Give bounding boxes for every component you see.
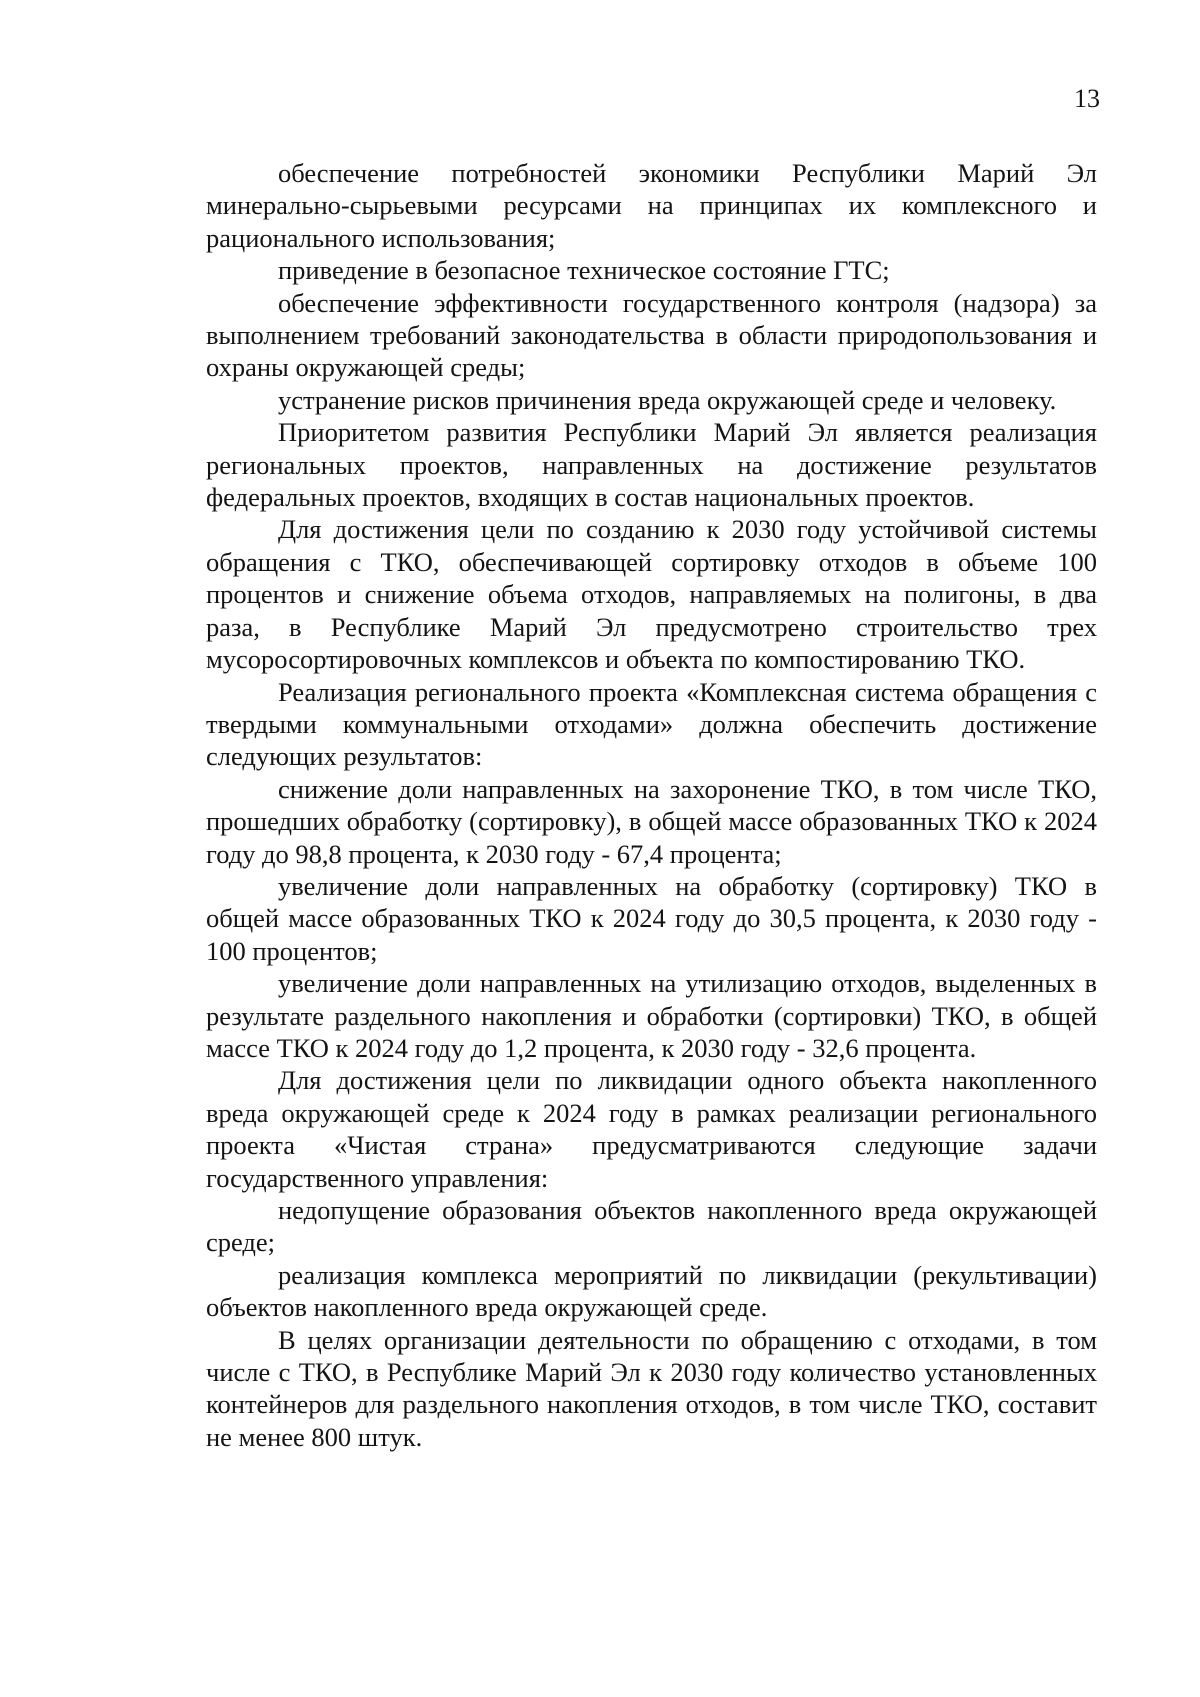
paragraph: увеличение доли направленных на утилизацию отходов, выделенных в результате раздельного накопления и обработки (сортировки) ТКО, в общей массе ТКО к 2024 году до 1,2 процента, к 2030 году - 32,6 процента.: [206, 968, 1097, 1063]
paragraph: приведение в безопасное техническое состояние ГТС;: [278, 255, 890, 286]
paragraph: реализация комплекса мероприятий по ликвидации (рекультивации) объектов накопленного вреда окружающей среде.: [206, 1259, 1097, 1323]
paragraph: недопущение образования объектов накопленного вреда окружающей среде;: [206, 1195, 1097, 1258]
paragraph: обеспечение эффективности государственного контроля (надзора) за выполнением требований законодательства в области природопользования и охраны окружающей среды;: [206, 287, 1097, 383]
page-number: 13: [1074, 84, 1100, 113]
paragraph: Приоритетом развития Республики Марий Эл является реализация региональных проектов, направленных на достижение результатов федеральных проектов, входящих в состав национальных проектов.: [206, 417, 1097, 513]
paragraph: Реализация регионального проекта «Комплексная система обращения с твердыми коммунальными отходами» должна обеспечить достижение следующих результатов:: [206, 676, 1097, 772]
paragraph: снижение доли направленных на захоронение ТКО, в том числе ТКО, прошедших обработку (сортировку), в общей массе образованных ТКО к 2024 году до 98,8 процента, к 2030 году - 67,4 процента;: [206, 773, 1097, 869]
paragraph: В целях организации деятельности по обращению с отходами, в том числе с ТКО, в Республике Марий Эл к 2030 году количество установленных контейнеров для раздельного накопления отходов, в том числе ТКО, составит не менее 800 штук.: [206, 1324, 1097, 1452]
paragraph: Для достижения цели по созданию к 2030 году устойчивой системы обращения с ТКО, обеспечивающей сортировку отходов в объеме 100 процентов и снижение объема отходов, направляемых на полигоны, в два раза, в Республике Марий Эл предусмотрено строительство трех мусоросортировочных комплексов и объекта по компостированию ТКО.: [206, 514, 1097, 675]
document-body: [206, 157, 1097, 1453]
paragraph: увеличение доли направленных на обработку (сортировку) ТКО в общей массе образованных ТКО к 2024 году до 30,5 процента, к 2030 году - 100 процентов;: [206, 870, 1097, 966]
paragraph: устранение рисков причинения вреда окружающей среде и человеку.: [278, 384, 1057, 415]
paragraph: Для достижения цели по ликвидации одного объекта накопленного вреда окружающей среде к 2024 году в рамках реализации регионального проекта «Чистая страна» предусматриваются следующие задачи государственного управления:: [206, 1065, 1097, 1193]
paragraph: обеспечение потребностей экономики Республики Марий Эл минерально-сырьевыми ресурсами на принципах их комплексного и рационального использования;: [206, 158, 1097, 253]
